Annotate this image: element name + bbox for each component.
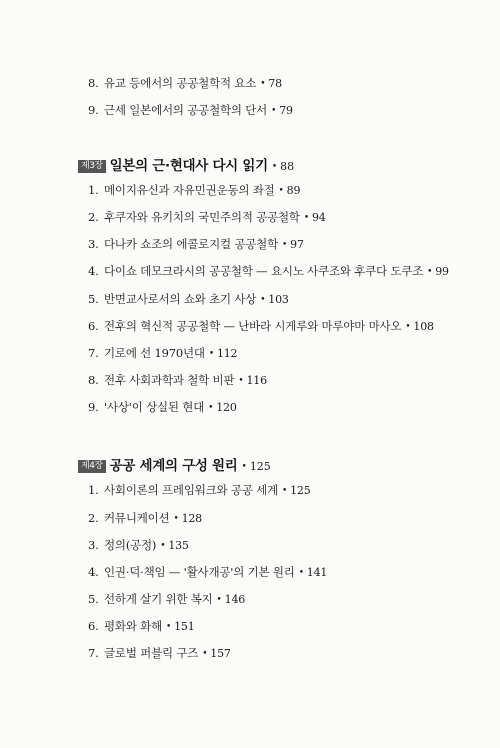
entry-title: 메이지유신과 자유민권운동의 좌절 (104, 183, 275, 197)
toc-entry[interactable] (88, 511, 202, 526)
entry-title: 정의(공정) (104, 538, 157, 552)
entry-number: 2. (88, 210, 99, 224)
toc-entry[interactable] (88, 346, 237, 361)
entry-title: 다이쇼 데모크라시의 공공철학 — 요시노 사쿠조와 후쿠다 도쿠조 (104, 264, 424, 278)
entry-number: 5. (88, 592, 99, 606)
entry-page: • 99 (423, 265, 449, 278)
entry-number: 6. (88, 619, 99, 633)
entry-number: 4. (88, 264, 99, 278)
chapter-title: 일본의 근·현대사 다시 읽기 (109, 158, 268, 174)
entry-number: 6. (88, 319, 99, 333)
entry-page: • 157 (198, 647, 231, 660)
entry-number: 7. (88, 646, 99, 660)
entry-number: 9. (88, 400, 99, 414)
entry-page: • 135 (156, 539, 189, 552)
entry-page: • 116 (234, 374, 267, 387)
chapter-title: 공공 세계의 구성 원리 (109, 458, 238, 474)
entry-page: • 151 (162, 620, 195, 633)
entry-page: • 78 (256, 77, 282, 90)
toc-entry[interactable] (88, 538, 189, 553)
entry-number: 3. (88, 237, 99, 251)
chapter-badge: 제4장 (78, 460, 106, 473)
entry-number: 8. (88, 76, 99, 90)
entry-page: • 146 (213, 593, 246, 606)
chapter-page: • 125 (238, 460, 271, 473)
entry-number: 5. (88, 292, 99, 306)
chapter-page: • 88 (268, 160, 294, 173)
chapter-heading[interactable] (78, 454, 271, 474)
entry-title: 사회이론의 프레임워크와 공공 세계 (104, 483, 278, 497)
toc-entry[interactable] (88, 183, 300, 198)
toc-entry[interactable] (88, 400, 237, 415)
entry-title: 유교 등에서의 공공철학적 요소 (104, 76, 257, 90)
entry-page: • 89 (275, 184, 301, 197)
entry-number: 3. (88, 538, 99, 552)
toc-entry[interactable] (88, 565, 327, 580)
entry-title: 후쿠자와 유키치의 국민주의적 공공철학 (104, 210, 300, 224)
entry-number: 8. (88, 373, 99, 387)
entry-number: 1. (88, 483, 99, 497)
entry-page: • 120 (204, 401, 237, 414)
entry-number: 7. (88, 346, 99, 360)
entry-page: • 103 (256, 293, 289, 306)
entry-title: 전후의 혁신적 공공철학 — 난바라 시게루와 마루야마 마사오 (104, 319, 402, 333)
entry-title: 근세 일본에서의 공공철학의 단서 (104, 103, 268, 117)
entry-title: 평화와 화해 (104, 619, 162, 633)
toc-entry[interactable] (88, 210, 326, 225)
entry-page: • 128 (169, 512, 202, 525)
entry-number: 2. (88, 511, 99, 525)
entry-page: • 108 (401, 320, 434, 333)
entry-page: • 94 (300, 211, 326, 224)
entry-page: • 141 (295, 566, 328, 579)
toc-entry[interactable] (88, 103, 293, 118)
entry-title: 인권·덕·책임 — '활사개공'의 기본 원리 (104, 565, 295, 579)
toc-entry[interactable] (88, 264, 449, 279)
toc-entry[interactable] (88, 373, 267, 388)
entry-title: 글로벌 퍼블릭 구즈 (104, 646, 199, 660)
toc-entry[interactable] (88, 76, 282, 91)
entry-title: 반면교사로서의 쇼와 초기 사상 (104, 292, 257, 306)
entry-number: 1. (88, 183, 99, 197)
entry-page: • 79 (267, 104, 293, 117)
entry-page: • 97 (278, 238, 304, 251)
entry-title: 전후 사회과학과 철학 비판 (104, 373, 235, 387)
toc-entry[interactable] (88, 292, 289, 307)
entry-title: 다나카 쇼조의 에콜로지컬 공공철학 (104, 237, 278, 251)
toc-entry[interactable] (88, 592, 245, 607)
entry-number: 9. (88, 103, 99, 117)
entry-page: • 112 (205, 347, 238, 360)
toc-entry[interactable] (88, 619, 195, 634)
entry-page: • 125 (278, 484, 311, 497)
chapter-badge: 제3장 (78, 160, 106, 173)
chapter-heading[interactable] (78, 154, 294, 174)
entry-title: 커뮤니케이션 (104, 511, 170, 525)
entry-title: '사상'이 상실된 현대 (104, 400, 205, 414)
toc-entry[interactable] (88, 237, 304, 252)
toc-entry[interactable] (88, 319, 434, 334)
entry-title: 기로에 선 1970년대 (104, 346, 205, 360)
entry-number: 4. (88, 565, 99, 579)
entry-title: 선하게 살기 위한 복지 (104, 592, 213, 606)
toc-entry[interactable] (88, 483, 311, 498)
toc-entry[interactable] (88, 646, 231, 661)
